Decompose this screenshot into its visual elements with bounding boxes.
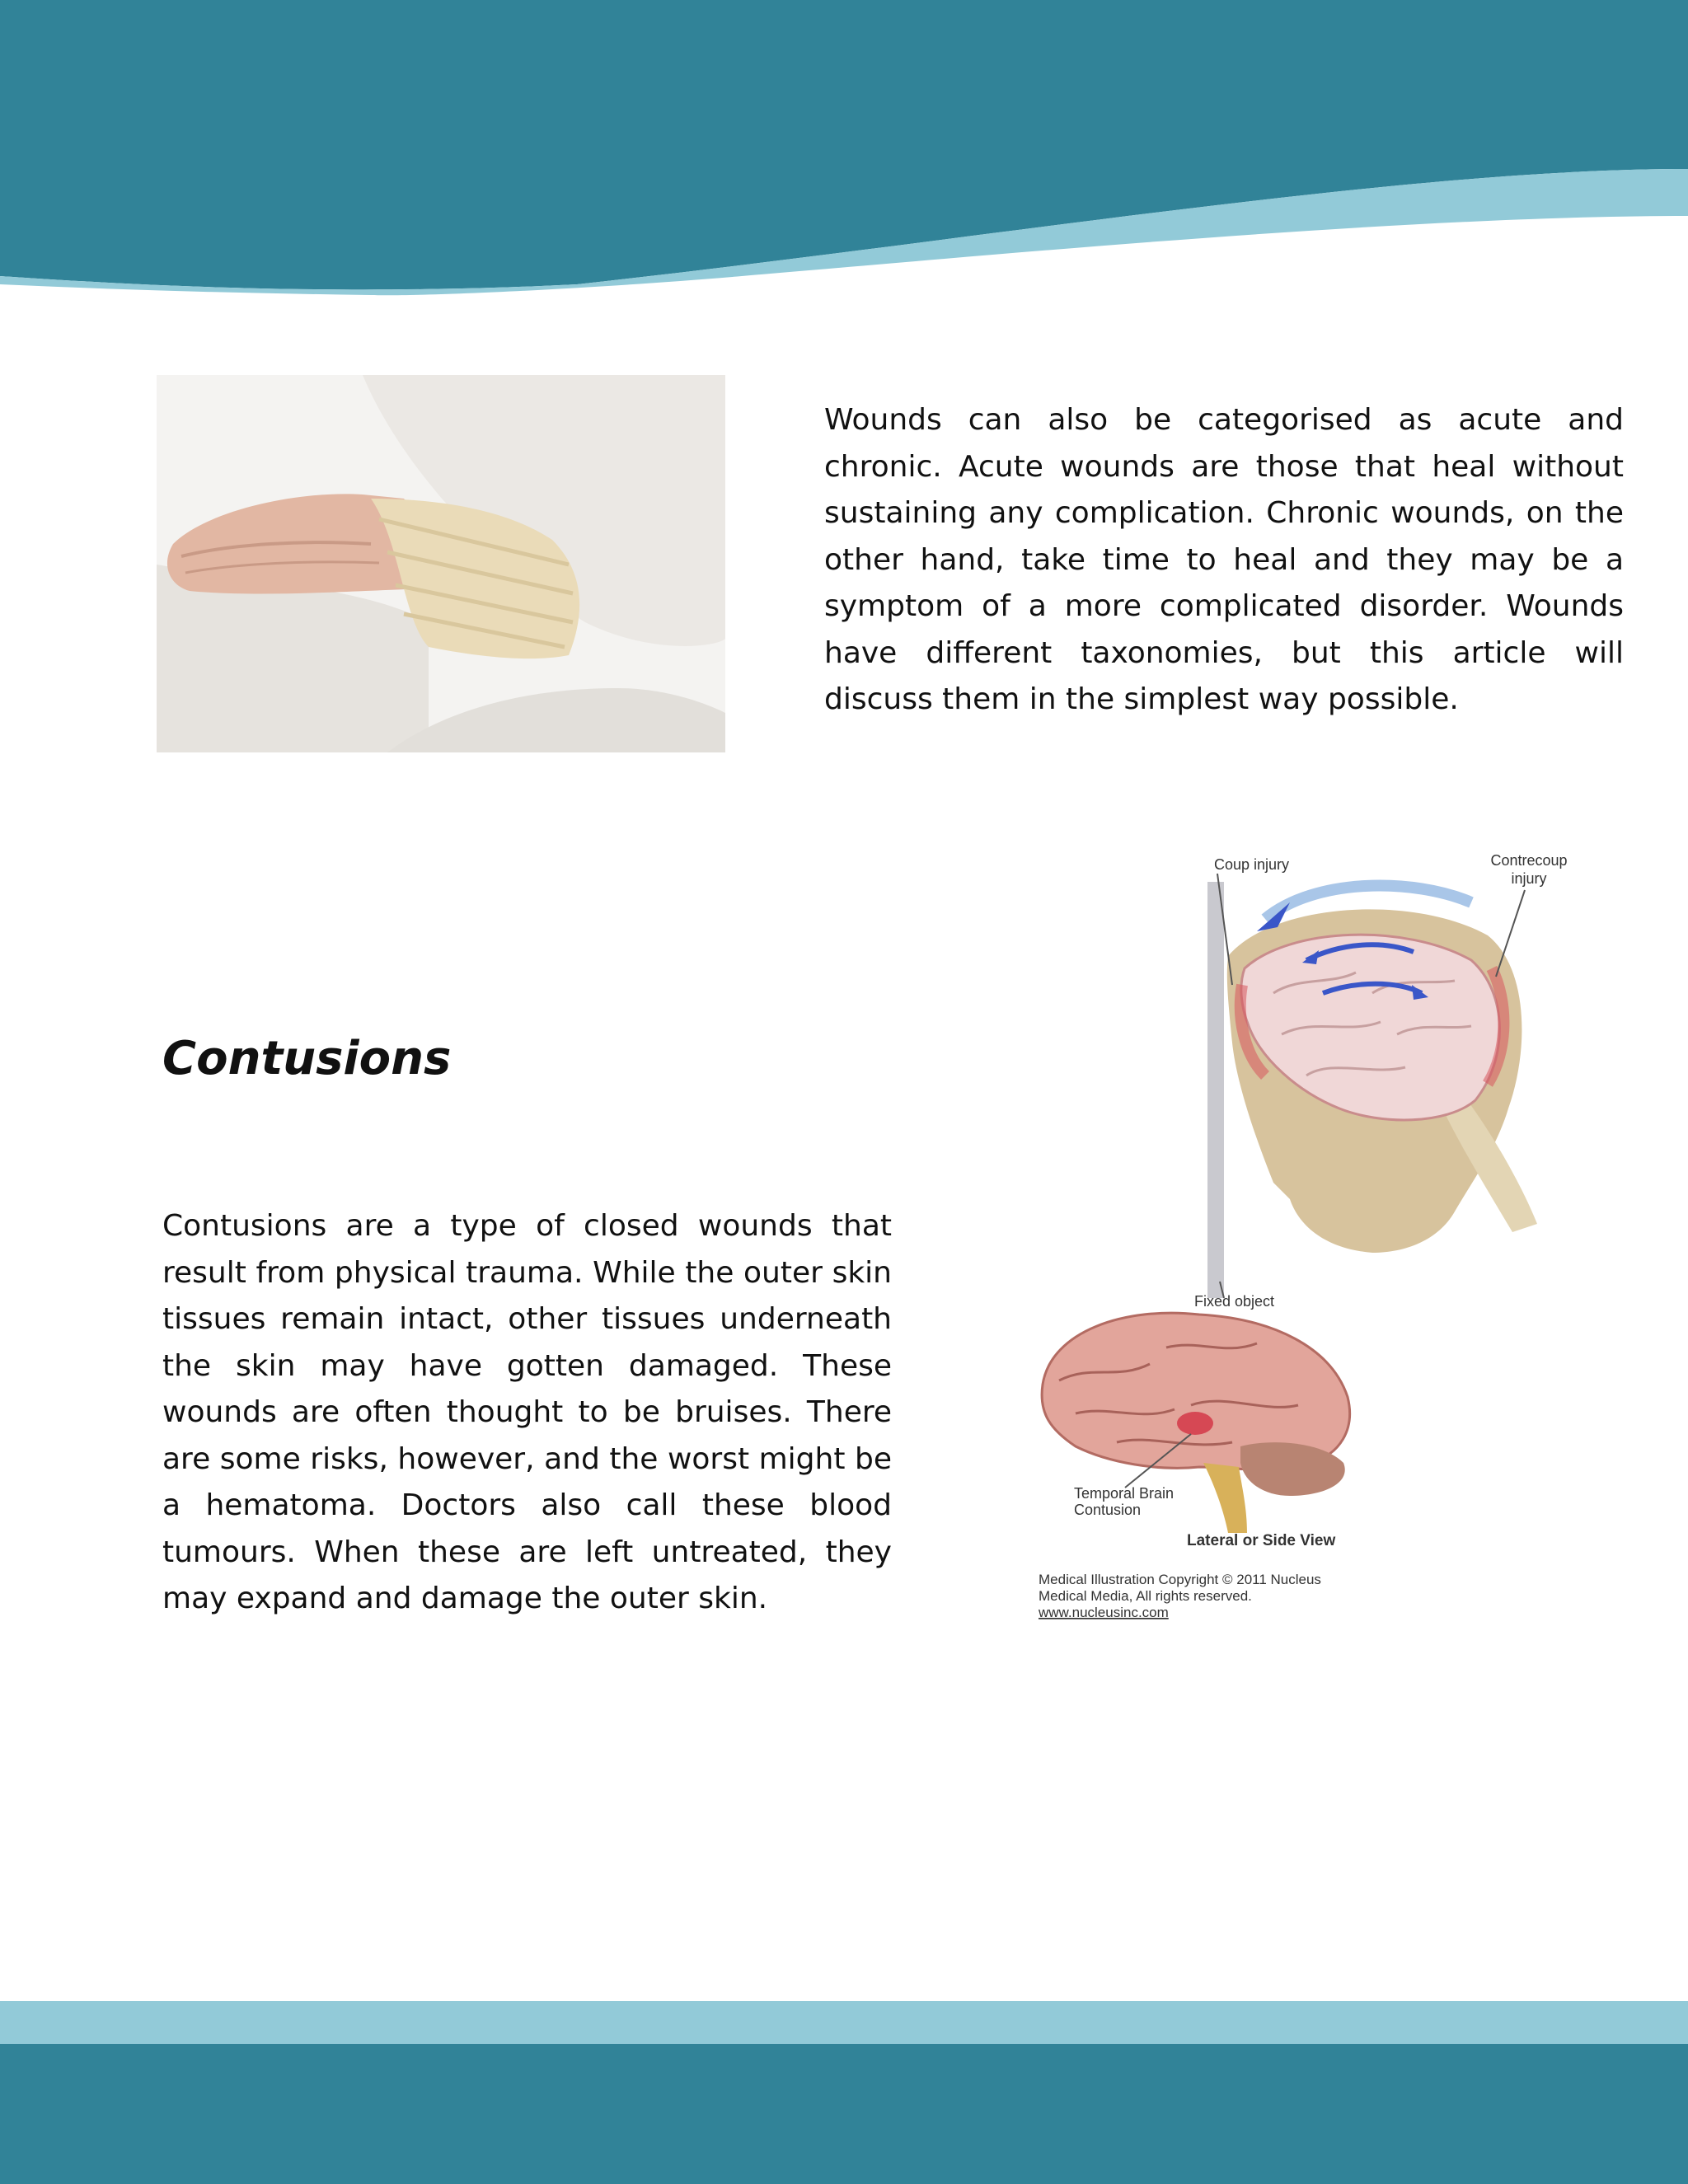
contusions-paragraph: Contusions are a type of closed wounds that result from physical trauma. While the outer skin tissues remain intact, other tissues underneath the skin may have gotten damaged. These wounds are often thought to be bruises. There are some risks, however, and the worst might be a hematoma. Doctors also call these blood tumours. When these are left untreated, they may expand and damage the outer skin. [162,1209,892,1615]
copyright-line: Medical Illustration Copyright © 2011 Nucleus [1039,1572,1321,1587]
view-caption: Lateral or Side View [1187,1532,1336,1549]
intro-paragraph: Wounds can also be categorised as acute and chronic. Acute wounds are those that heal without sustaining any complication. Chronic wounds, on the other hand, take time to heal and they may be a symptom of a more complicated disorder. Wounds have different taxonomies, but this article will discuss them in the simplest way possible. [824,403,1624,716]
contrecoup-label: Contrecoup [1490,852,1568,869]
footer-dark-stripe [0,2044,1688,2184]
fixed-object-label: Fixed object [1194,1293,1275,1310]
footer-light-stripe [0,2001,1688,2044]
temporal-contusion-label-second-line: Contusion [1074,1502,1142,1518]
footer-band [0,2001,1688,2184]
section-heading: Contusions [162,1032,452,1085]
temporal-contusion-label: Temporal Brain [1074,1485,1175,1502]
copyright-url: www.nucleusinc.com [1039,1605,1169,1620]
coup-injury-label: Coup injury [1214,856,1290,873]
header-wave-banner [0,0,1688,305]
copyright-line-second: Medical Media, All rights reserved. [1039,1588,1252,1604]
brain-contusion-illustration [1026,837,1603,1640]
bandaged-wrist-photo [157,375,725,752]
contrecoup-label-second-line: injury [1511,870,1547,887]
